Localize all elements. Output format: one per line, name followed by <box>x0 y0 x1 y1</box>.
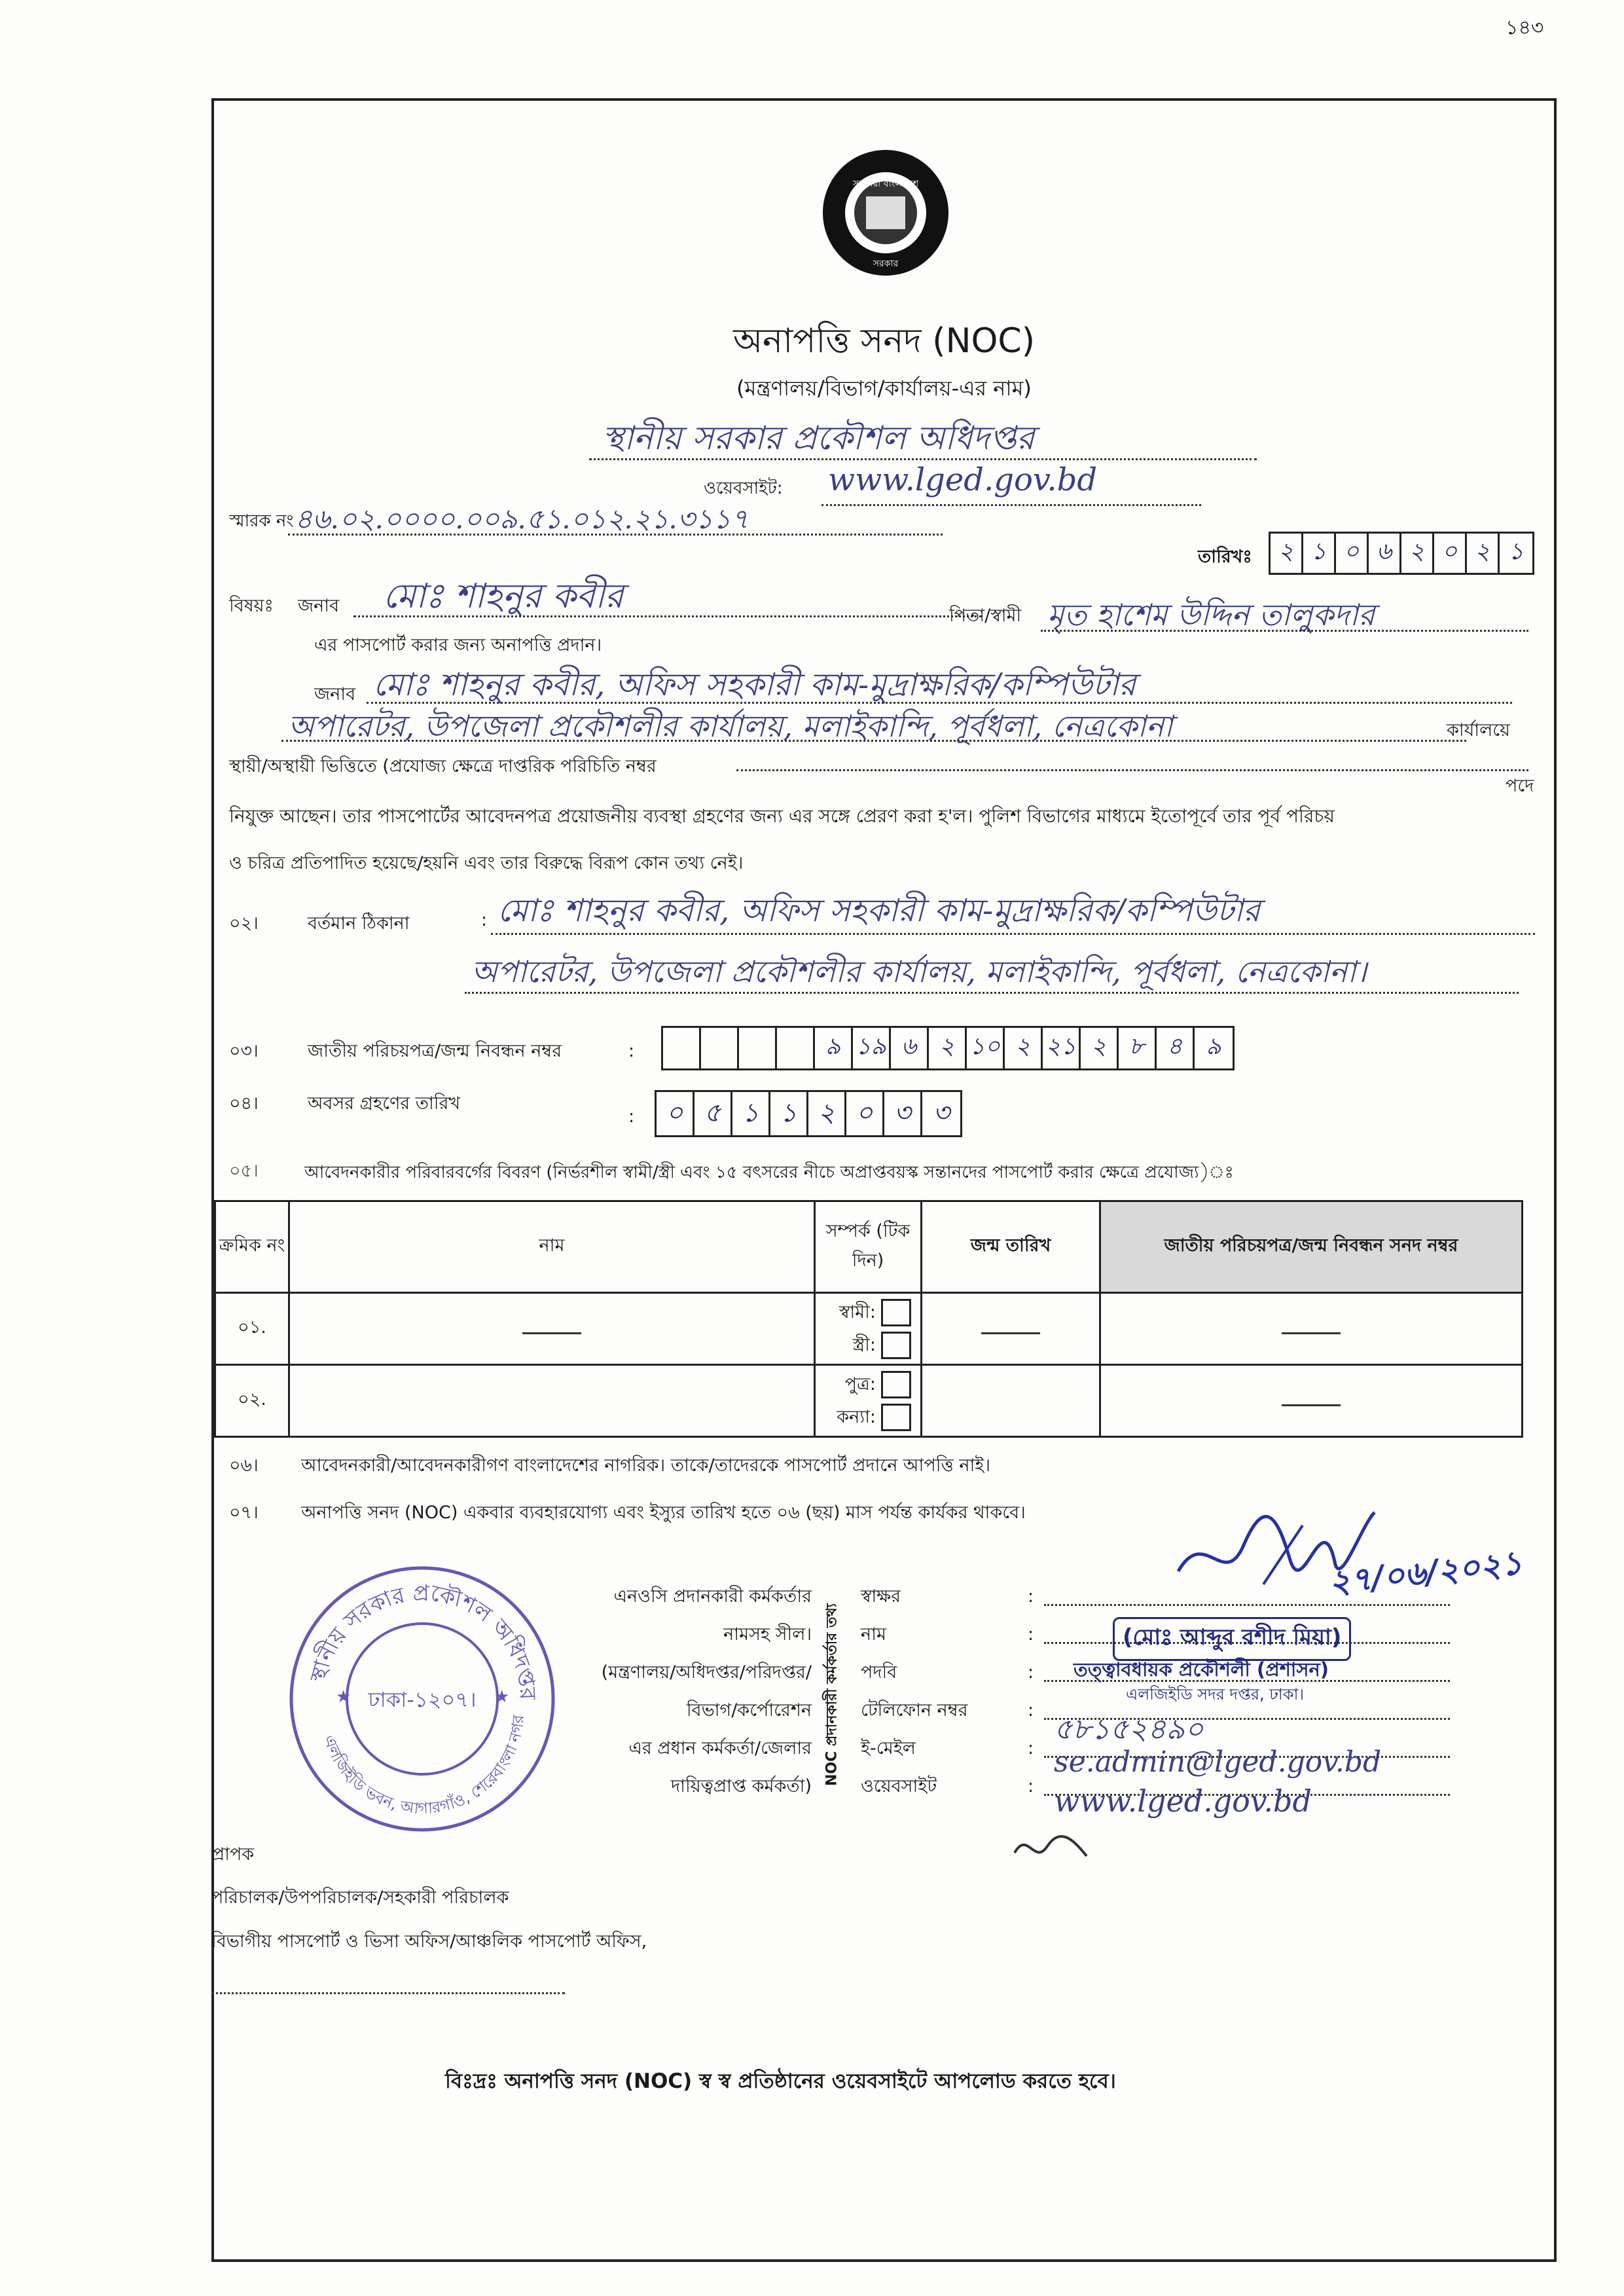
row-relation <box>815 1365 922 1437</box>
recipient-rule <box>211 1992 565 1994</box>
field-label: ওয়েবসাইট <box>861 1776 937 1796</box>
nid-digit: ২ <box>1005 1028 1043 1068</box>
body-para-2: ও চরিত্র প্রতিপাদিত হয়েছে/হয়নি এবং তার বিরুদ্ধে বিরূপ কোন তথ্য নেই। <box>229 853 744 873</box>
father-name: মৃত হাশেম উদ্দিন তালুকদার <box>1047 597 1375 632</box>
sign-date: ২৭/০৬/২০২১ <box>1327 1542 1525 1602</box>
office-name-line <box>589 458 1257 460</box>
father-label: পিতা/স্বামী <box>949 606 1022 626</box>
col-serial: ক্রমিক নং <box>215 1201 289 1293</box>
field-colon: : <box>1028 1776 1034 1796</box>
retire-label: অবসর গ্রহণের তারিখ <box>308 1093 461 1114</box>
row-relation <box>815 1293 922 1365</box>
nid-digit: ১৯ <box>853 1028 891 1068</box>
body-mr: জনাব <box>314 684 356 704</box>
nid-box-row <box>661 1026 1235 1070</box>
svg-text:এলজিইডি ভবন, আগারগাঁও, শেরেবাং <box>320 1713 528 1817</box>
nid-digit: ৪ <box>1157 1028 1195 1068</box>
field-label: স্বাক্ষর <box>861 1586 901 1607</box>
retire-digit: ১ <box>732 1092 770 1135</box>
row-nid <box>1100 1365 1523 1437</box>
subject-label: বিষয়ঃ <box>229 596 274 616</box>
retire-box-row <box>655 1090 962 1137</box>
memo-label: স্মারক নং <box>229 511 294 531</box>
applicant-name-line <box>353 615 982 617</box>
relation-checkbox[interactable] <box>881 1332 911 1359</box>
family-number: ০৫। <box>229 1161 259 1181</box>
clause-text: অনাপত্তি সনদ (NOC) একবার ব্যবহারযোগ্য এবং ইস্যুর তারিখ হতে ০৬ (ছয়) মাস পর্যন্ত কার্যকর থাকবে। <box>301 1503 1026 1523</box>
nid-digit: ৮ <box>1119 1028 1157 1068</box>
relation-option: স্ত্রী: <box>852 1334 876 1355</box>
date-digit: ৬ <box>1369 534 1401 573</box>
row-dob <box>922 1293 1100 1365</box>
officer-email: se.admin@lged.gov.bd <box>1054 1745 1382 1779</box>
date-label: তারিখঃ <box>1198 547 1252 567</box>
subject-mr: জনাব <box>298 596 340 616</box>
nid-digit: ২ <box>929 1028 967 1068</box>
table-row <box>215 1293 1523 1365</box>
table-row <box>215 1365 1523 1437</box>
relation-option: পুত্র: <box>844 1374 876 1394</box>
nid-digit: ৯ <box>1206 1033 1221 1060</box>
row-name <box>289 1293 815 1365</box>
nid-digit <box>701 1028 739 1068</box>
relation-checkbox[interactable] <box>881 1371 911 1398</box>
issuer-left-line: (মন্ত্রণালয়/অধিদপ্তর/পরিদপ্তর/ <box>601 1662 812 1683</box>
office-seal <box>285 1561 560 1836</box>
seal-bottom-text: এলজিইডি ভবন, আগারগাঁও, শেরেবাংলা নগর <box>319 1714 528 1818</box>
field-label: টেলিফোন নম্বর <box>861 1700 968 1721</box>
field-label: পদবি <box>861 1662 897 1683</box>
field-colon: : <box>1028 1586 1034 1607</box>
nid-digit: ৬ <box>891 1028 929 1068</box>
seal-ring-text: স্থানীয় সরকার প্রকৌশল অধিদপ্তর <box>305 1580 541 1701</box>
recipient-line-1: পরিচালক/উপপরিচালক/সহকারী পরিচালক <box>211 1887 509 1908</box>
nid-colon: : <box>628 1041 635 1061</box>
office-suffix: কার্যালয়ে <box>1447 720 1510 740</box>
col-relation: সম্পর্ক (টিক দিন) <box>815 1201 922 1293</box>
row-serial: ০১. <box>215 1293 289 1365</box>
address-line-1: মোঃ শাহনুর কবীর, অফিস সহকারী কাম-মুদ্রাক্ষরিক/কম্পিউটার <box>497 892 1261 929</box>
svg-text:★: ★ <box>494 1687 510 1707</box>
officer-name-stamp: (মোঃ আব্দুর রশীদ মিয়া) <box>1113 1617 1351 1661</box>
form-title: অনাপত্তি সনদ (NOC) <box>733 321 1035 361</box>
nid-digit: ৯ <box>815 1028 853 1068</box>
officer-office: এলজিইডি সদর দপ্তর, ঢাকা। <box>1126 1685 1305 1704</box>
issuer-left-block <box>550 1578 812 1806</box>
body-line-3-rule <box>736 769 1528 771</box>
subject-tail: এর পাসপোর্ট করার জন্য অনাপত্তি প্রদান। <box>314 635 602 655</box>
body-para-1: নিযুক্ত আছেন। তার পাসপোর্টের আবেদনপত্র প্রয়োজনীয় ব্যবস্থা গ্রহণের জন্য এর সঙ্গে প্রেরণ করা হ'ল। পুলিশ বিভাগের মাধ্যমে ইতোপূর্বে তার পূর্ব পরিচয় <box>229 805 1335 827</box>
date-digit: ২ <box>1401 534 1434 573</box>
svg-text:সরকার: সরকার <box>873 259 899 269</box>
field-colon: : <box>1028 1662 1034 1683</box>
issuer-left-line: নামসহ সীল। <box>723 1624 812 1645</box>
recipient-line-2: বিভাগীয় পাসপোর্ট ও ভিসা অফিস/আঞ্চলিক পাসপোর্ট অফিস, <box>211 1931 647 1952</box>
memo-value: ৪৬.০২.০০০০.০০৯.৫১.০১২.২১.৩১১৭ <box>295 503 749 535</box>
clause-number: ০৭। <box>229 1503 259 1523</box>
clause-number: ০৬। <box>229 1455 259 1476</box>
nid-digit <box>777 1028 815 1068</box>
relation-checkbox[interactable] <box>881 1299 911 1326</box>
family-table-header <box>215 1201 1523 1293</box>
retire-digit: ৩ <box>932 1097 950 1128</box>
issuer-left-line: এনওসি প্রদানকারী কর্মকর্তার <box>613 1586 812 1607</box>
footer-note: বিঃদ্রঃ অনাপত্তি সনদ (NOC) স্ব স্ব প্রতিষ্ঠানের ওয়েবসাইটে আপলোড করতে হবে। <box>445 2069 1116 2093</box>
address-line-2-rule <box>465 992 1519 994</box>
issuer-left-line: বিভাগ/কর্পোরেশন <box>686 1700 812 1721</box>
address-colon: : <box>481 910 488 930</box>
nid-digit <box>739 1028 777 1068</box>
body-line-1: মোঃ শাহনুর কবীর, অফিস সহকারী কাম-মুদ্রাক্ষরিক/কম্পিউটার <box>373 666 1136 703</box>
retire-digit: ৫ <box>695 1092 732 1135</box>
field-colon: : <box>1028 1700 1034 1721</box>
date-digit: ১ <box>1508 538 1524 565</box>
issuer-colons <box>1028 1578 1034 1806</box>
issuer-left-line: দায়িত্বপ্রাপ্ত কর্মকর্তা) <box>671 1776 812 1796</box>
col-dob: জন্ম তারিখ <box>922 1201 1100 1293</box>
issuer-vertical-label <box>820 1578 846 1813</box>
memo-line <box>288 534 943 536</box>
form-subtitle: (মন্ত্রণালয়/বিভাগ/কার্যালয়-এর নাম) <box>736 376 1032 401</box>
svg-text:★: ★ <box>336 1687 352 1707</box>
retire-digit: ২ <box>808 1092 846 1135</box>
address-line-2: অপারেটর, উপজেলা প্রকৌশলীর কার্যালয়, মলাইকান্দি, পূর্বধলা, নেত্রকোনা। <box>471 954 1367 989</box>
field-colon: : <box>1028 1738 1034 1758</box>
address-label: বর্তমান ঠিকানা <box>308 913 410 934</box>
relation-option: কন্যা: <box>837 1406 876 1427</box>
retire-digit: ১ <box>770 1092 808 1135</box>
body-line-3: স্থায়ী/অস্থায়ী ভিত্তিতে (প্রযোজ্য ক্ষেত্রে দাপ্তরিক পরিচিতি নম্বর <box>229 756 657 776</box>
field-label: ই-মেইল <box>861 1738 916 1758</box>
svg-text:সরকারী বাংলাদেশ: সরকারী বাংলাদেশ <box>852 179 919 189</box>
date-digit: ২ <box>1271 534 1303 573</box>
field-label: নাম <box>861 1624 886 1645</box>
row-dob <box>922 1365 1100 1437</box>
family-label: আবেদনকারীর পরিবারবর্গের বিবরণ (নির্ভরশীল স্বামী/স্ত্রী এবং ১৫ বৎসরের নীচে অপ্রাপ্তবয়স্ক সন্তানদের পাসপোর্ট করার ক্ষেত্রে প্রযোজ্য)ঃ <box>304 1163 1234 1182</box>
issuer-vertical-text: NOC প্রদানকারী কর্মকর্তার তথ্য <box>823 1603 840 1787</box>
date-digit: ১ <box>1303 534 1336 573</box>
body-line-2: অপারেটর, উপজেলা প্রকৌশলীর কার্যালয়, মলাইকান্দি, পূর্বধলা, নেত্রকোনা <box>288 708 1173 744</box>
date-digit: ২ <box>1467 534 1500 573</box>
nid-label: জাতীয় পরিচয়পত্র/জন্ম নিবন্ধন নম্বর <box>308 1041 562 1061</box>
relation-option: স্বামী: <box>839 1302 876 1322</box>
issuer-left-line: এর প্রধান কর্মকর্তা/জেলার <box>628 1738 812 1758</box>
family-table <box>214 1200 1523 1438</box>
row-name <box>289 1365 815 1437</box>
website-value: www.lged.gov.bd <box>828 462 1098 498</box>
website-line <box>821 504 1201 506</box>
retire-digit: ৩ <box>884 1092 922 1135</box>
nid-digit: ২ <box>1081 1028 1119 1068</box>
initial-mark <box>1008 1827 1093 1872</box>
nid-digit <box>663 1028 701 1068</box>
recipient-label: প্রাপক <box>211 1844 255 1865</box>
date-box-row <box>1269 532 1534 575</box>
retire-digit: ০ <box>846 1092 884 1135</box>
retire-digit: ০ <box>657 1092 695 1135</box>
row-nid <box>1100 1293 1523 1365</box>
nid-number: ০৩। <box>229 1041 259 1061</box>
officer-designation: তত্ত্বাবধায়ক প্রকৌশলী (প্রশাসন) <box>1074 1658 1329 1681</box>
retire-number: ০৪। <box>229 1093 259 1114</box>
seal-center-text: ঢাকা-১২০৭। <box>368 1687 477 1712</box>
nid-digit: ২১ <box>1043 1028 1081 1068</box>
office-name: স্থানীয় সরকার প্রকৌশল অধিদপ্তর <box>602 419 1035 457</box>
date-digit: ০ <box>1336 534 1369 573</box>
address-line-1-rule <box>491 933 1535 935</box>
nid-digit: ১০ <box>967 1028 1005 1068</box>
page-corner-mark: ১৪৩ <box>1506 16 1544 39</box>
row-serial: ০২. <box>215 1365 289 1437</box>
website-label: ওয়েবসাইট: <box>704 479 783 498</box>
retire-colon: : <box>628 1106 635 1127</box>
body-line-2-rule <box>281 740 1466 742</box>
government-emblem <box>820 147 951 278</box>
field-colon: : <box>1028 1624 1034 1645</box>
applicant-name: মোঃ শাহনুর কবীর <box>383 577 624 616</box>
officer-phone: ৫৮১৫২৪৯০ <box>1054 1713 1204 1746</box>
post-suffix: পদে <box>1506 776 1534 796</box>
clause-text: আবেদনকারী/আবেদনকারীগণ বাংলাদেশের নাগরিক। তাকে/তাদেরকে পাসপোর্ট প্রদানে আপত্তি নাই। <box>301 1455 991 1476</box>
father-name-line <box>1041 630 1528 632</box>
col-nid: জাতীয় পরিচয়পত্র/জন্ম নিবন্ধন সনদ নম্বর <box>1100 1201 1523 1293</box>
issuer-field-labels <box>861 1578 968 1806</box>
officer-website: www.lged.gov.bd <box>1054 1783 1312 1819</box>
address-number: ০২। <box>229 913 259 934</box>
col-name: নাম <box>289 1201 815 1293</box>
relation-checkbox[interactable] <box>881 1404 911 1431</box>
date-digit: ০ <box>1434 534 1467 573</box>
